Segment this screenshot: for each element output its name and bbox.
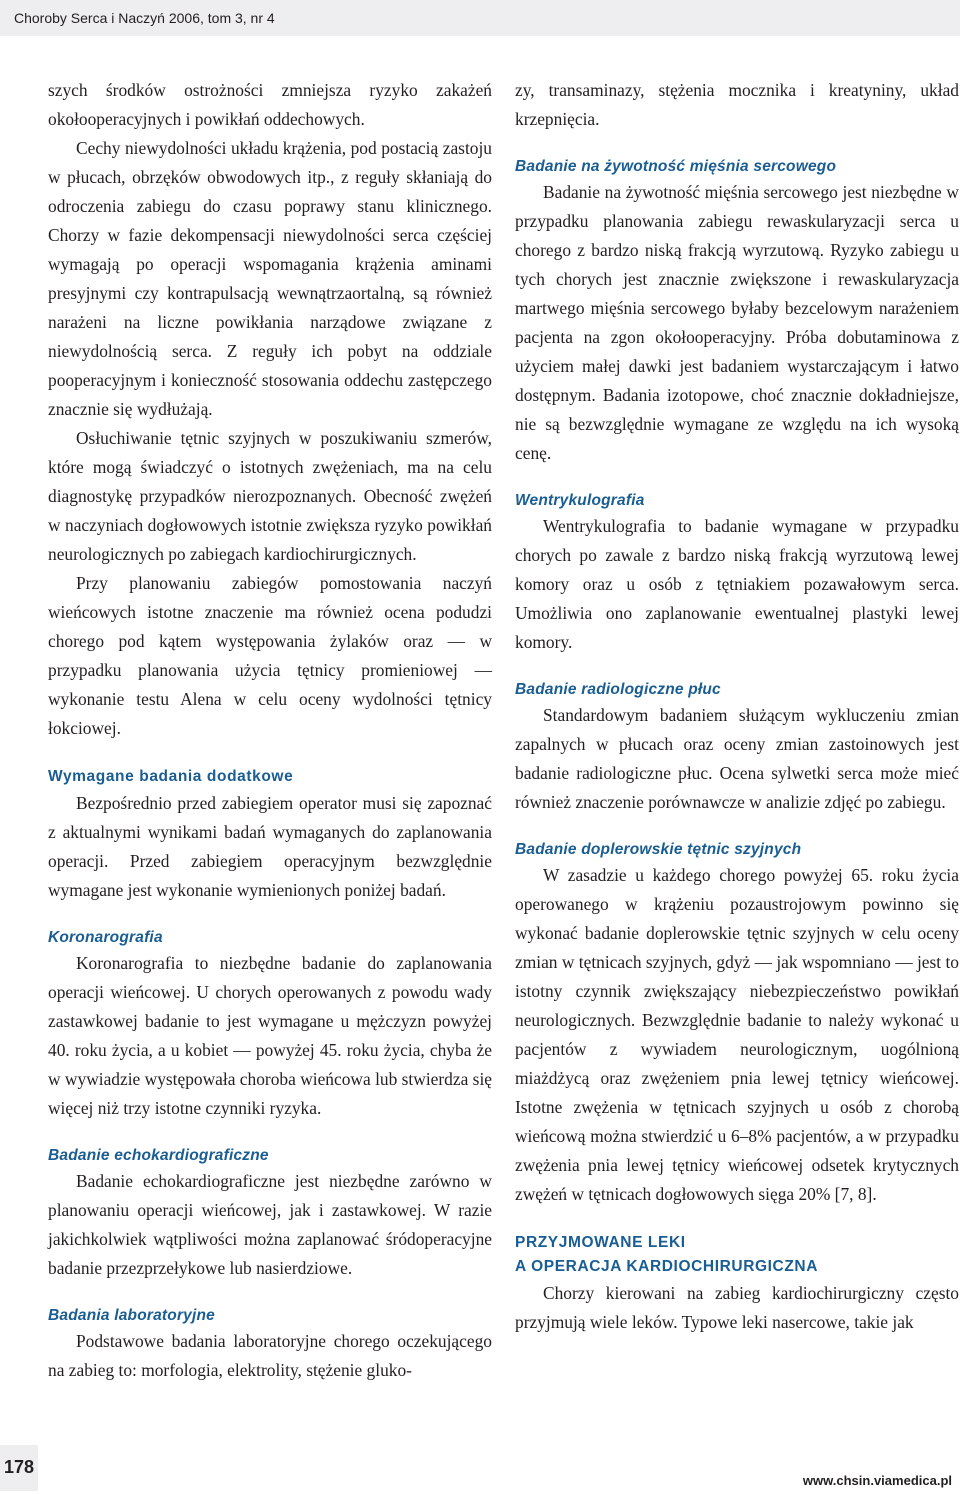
subsection-heading-laboratoryjne: Badania laboratoryjne bbox=[48, 1307, 215, 1324]
section-heading-leki-line-2: A OPERACJA KARDIOCHIRURGICZNA bbox=[515, 1258, 819, 1275]
subsection-heading-radiologiczne: Badanie radiologiczne płuc bbox=[515, 681, 721, 698]
paragraph: Osłuchiwanie tętnic szyjnych w poszukiwaniu szmerów, które mogą świadczyć o istotnych zwężeniach, ma na celu diagnostykę przypadków nierozpoznanych. Obecność zwężeń w naczyniach dogłowowych istotnie zwiększa ryzyko powikłań neurologicznych po zabiegach kardiochirurgicznych. bbox=[48, 428, 492, 564]
paragraph: szych środków ostrożności zmniejsza ryzyko zakażeń okołooperacyjnych i powikłań oddechowych. bbox=[48, 80, 492, 129]
paragraph: Cechy niewydolności układu krążenia, pod postacią zastoju w płucach, obrzęków obwodowych itp., z reguły skłaniają do odroczenia zabiegu do czasu poprawy stanu klinicznego. Chorzy w fazie dekompensacji niewydolności serca częściej wymagają po operacji wspomagania krążenia aminami presyjnymi czy kontrapulsacją wewnątrzaortalną, są również narażeni na liczne powikłania narządowe związane z niewydolnością serca. Z reguły ich pobyt na oddziale pooperacyjnym i konieczność stosowania oddechu zastępczego znacznie się wydłużają. bbox=[48, 138, 492, 419]
section-heading-leki-line-1: PRZYJMOWANE LEKI bbox=[515, 1234, 686, 1251]
paragraph: Koronarografia to niezbędne badanie do zaplanowania operacji wieńcowej. U chorych operowanych z powodu wady zastawkowej badanie to jest wymagane u mężczyzn powyżej 40. roku życia, a u kobiet — powyżej 45. roku życia, chyba że w wywiadzie występowała choroba wieńcowa lub stwierdza się więcej niż trzy istotne czynniki ryzyka. bbox=[48, 953, 492, 1118]
paragraph: zy, transaminazy, stężenia mocznika i kreatyniny, układ krzepnięcia. bbox=[515, 80, 959, 129]
subsection-heading-zywotnosc: Badanie na żywotność mięśnia sercowego bbox=[515, 158, 837, 175]
right-column bbox=[515, 76, 959, 1337]
subsection-heading-koronarografia: Koronarografia bbox=[48, 929, 163, 946]
paragraph: Podstawowe badania laboratoryjne chorego oczekującego na zabieg to: morfologia, elektrolity, stężenie gluko- bbox=[48, 1331, 492, 1380]
subsection-heading-echokardiograficzne: Badanie echokardiograficzne bbox=[48, 1147, 269, 1164]
subsection-heading-wentrykulografia: Wentrykulografia bbox=[515, 492, 645, 509]
journal-title: Choroby Serca i Naczyń 2006, tom 3, nr 4 bbox=[14, 10, 275, 26]
subsection-heading-doplerowskie: Badanie doplerowskie tętnic szyjnych bbox=[515, 841, 802, 858]
left-column bbox=[48, 76, 492, 1385]
running-header bbox=[0, 0, 960, 36]
paragraph: Wentrykulografia to badanie wymagane w przypadku chorych po zawale z bardzo niską frakcją wyrzutową lewej komory oraz u osób z tętniakiem pozawałowym serca. Umożliwia ono zaplanowanie ewentualnej plastyki lewej komory. bbox=[515, 516, 959, 652]
section-heading-wymagane-badania: Wymagane badania dodatkowe bbox=[48, 768, 294, 785]
paragraph: Przy planowaniu zabiegów pomostowania naczyń wieńcowych istotne znaczenie ma również ocena podudzi chorego pod kątem występowania żylaków oraz — w przypadku planowania użycia tętnicy promieniowej — wykonanie testu Alena w celu oceny wydolności tętnicy łokciowej. bbox=[48, 573, 492, 738]
paragraph: Badanie na żywotność mięśnia sercowego jest niezbędne w przypadku planowania zabiegu rewaskularyzacji serca u chorego z bardzo niską frakcją wyrzutową. Ryzyko zabiegu u tych chorych jest znacznie zwiększone i rewaskularyzacja martwego mięśnia sercowego byłaby bezcelowym narażeniem pacjenta na zgon okołooperacyjny. Próba dobutaminowa z użyciem małej dawki jest badaniem wystarczającym i łatwo dostępnym. Badania izotopowe, choć znacznie dokładniejsze, nie są bezwzględnie wymagane ze względu na ich wysoką cenę. bbox=[515, 182, 959, 463]
paragraph: W zasadzie u każdego chorego powyżej 65. roku życia operowanego w krążeniu pozaustrojowym powinno się wykonać badanie doplerowskie tętnic szyjnych w celu oceny zmian w tętnicach szyjnych, gdyż — jak wspomniano — jest to istotny czynnik zwiększający niebezpieczeństwo powikłań neurologicznych. Bezwzględnie badanie to należy wykonać u pacjentów z wywiadem neurologicznym, uogólnioną miażdżycą oraz zwężeniem pnia lewej tętnicy wieńcowej. Istotne zwężenia w tętnicach szyjnych u osób z chorobą wieńcową można stwierdzić u 6–8% pacjentów, a w przypadku zwężenia pnia lewej tętnicy wieńcowej odsetek krytycznych zwężeń w tętnicach dogłowowych sięga 20% [7, 8]. bbox=[515, 865, 959, 1204]
paragraph: Badanie echokardiograficzne jest niezbędne zarówno w planowaniu operacji wieńcowej, jak i zastawkowej. W razie jakichkolwiek wątpliwości można zaplanować śródoperacyjne badanie przezprzełykowe lub nasierdziowe. bbox=[48, 1171, 492, 1278]
footer-url: www.chsin.viamedica.pl bbox=[802, 1473, 952, 1488]
paragraph: Standardowym badaniem służącym wykluczeniu zmian zapalnych w płucach oraz oceny zmian zastoinowych jest badanie radiologiczne płuc. Ocena sylwetki serca może mieć również znaczenie porównawcze w analizie zdjęć po zabiegu. bbox=[515, 705, 959, 812]
paragraph: Bezpośrednio przed zabiegiem operator musi się zapoznać z aktualnymi wynikami badań wymaganych do zaplanowania operacji. Przed zabiegiem operacyjnym bezwzględnie wymagane jest wykonanie wymienionych poniżej badań. bbox=[48, 793, 492, 900]
page-number-box bbox=[0, 1445, 38, 1491]
paragraph: Chorzy kierowani na zabieg kardiochirurgiczny często przyjmują wiele leków. Typowe leki nasercowe, takie jak bbox=[515, 1283, 959, 1332]
page-number: 178 bbox=[3, 1457, 35, 1477]
